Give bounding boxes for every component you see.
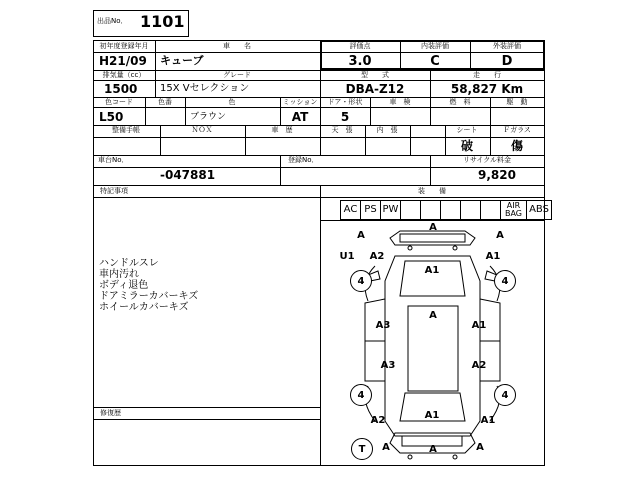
fuel-label: 燃 料 (449, 98, 471, 106)
spare-tire-circle: T (351, 438, 373, 460)
mileage-label: 走 行 (473, 71, 501, 79)
front-glass-value: 傷 (510, 139, 524, 153)
transmission-label: ミッション (282, 98, 318, 106)
lot-number-label: 出品No． (97, 17, 128, 25)
model-code-label: 型 式 (361, 71, 389, 79)
color-label: 色 (228, 98, 236, 106)
equipment-cell (400, 200, 421, 220)
damage-mark-a2-right-rear-door: A2 (471, 360, 487, 371)
damage-mark-a2-rl: A2 (370, 415, 386, 426)
color-code-value: L50 (99, 110, 124, 124)
damage-mark-a-rear-left: A (382, 442, 390, 453)
car-name-value: キューブ (160, 54, 204, 67)
chassis-number-value: -047881 (160, 168, 216, 182)
mileage-value: 58,827 Km (450, 82, 524, 96)
front-glass-label: Ｆガラス (503, 126, 531, 134)
note-line: ドアミラーカバーキズ (99, 291, 199, 302)
damage-mark-front-left-corner: A (357, 230, 365, 241)
inspection-label: 車 検 (389, 98, 411, 106)
grade-value: 15X Vセレクション (160, 83, 250, 94)
exterior-grade-value: D (501, 54, 513, 69)
vehicle-history-label: 車 歴 (271, 126, 293, 134)
color-value: ブラウン (190, 112, 227, 122)
damage-mark-a1-fr: A1 (485, 251, 501, 262)
maintenance-book-label: 整備手帳 (112, 126, 140, 134)
registration-number-label: 登録No． (288, 156, 319, 164)
equipment-cell: ABS (526, 200, 552, 220)
damage-mark-a2-fl: A2 (369, 251, 385, 262)
equipment-label: 装 備 (418, 187, 446, 195)
equipment-cell (420, 200, 441, 220)
special-notes-list (99, 258, 198, 313)
note-line: ボディ退色 (99, 280, 149, 291)
interior-grade-label: 内装評価 (421, 42, 449, 50)
equipment-cell: PW (380, 200, 401, 220)
reg-date-label: 初年度登録年月 (99, 42, 149, 50)
damage-mark-a1-rear-gate: A1 (424, 410, 440, 421)
repair-history-label: 修復歴 (100, 409, 121, 417)
reg-date-value: H21/09 (99, 54, 147, 68)
exterior-grade-label: 外装評価 (493, 42, 521, 50)
damage-mark-a1-rr: A1 (480, 415, 496, 426)
wheel-circle: 4 (494, 384, 516, 406)
drive-label: 駆 動 (506, 98, 528, 106)
nox-label: ＮＯＸ (191, 126, 213, 134)
damage-mark-a-roof: A (429, 310, 437, 321)
note-line: ハンドルスレ (99, 258, 159, 269)
interior-grade-value: C (430, 54, 440, 69)
equipment-cell (480, 200, 501, 220)
equipment-cell: AC (340, 200, 361, 220)
note-line: 車内汚れ (99, 269, 139, 280)
wheel-circle: 4 (350, 384, 372, 406)
damage-mark-a-rear-right: A (476, 442, 484, 453)
damage-mark-a3-left-rear-door: A3 (380, 360, 396, 371)
model-code-value: DBA-Z12 (345, 82, 405, 96)
damage-mark-front-right-corner: A (496, 230, 504, 241)
grade-label: グレード (223, 71, 251, 79)
wheel-circle: 4 (494, 270, 516, 292)
color-number-label: 色番 (158, 98, 172, 106)
equipment-cell: PS (360, 200, 381, 220)
equipment-cell: AIR BAG (500, 200, 527, 220)
door-shape-value: 5 (340, 110, 350, 124)
car-name-label: 車 名 (223, 42, 251, 50)
score-label: 評価点 (349, 42, 371, 50)
note-line: ホイールカバーキズ (99, 302, 189, 313)
special-notes-label: 特記事項 (100, 187, 128, 195)
damage-mark-a-rear-bumper: A (429, 444, 437, 455)
transmission-value: AT (291, 110, 309, 124)
ceiling-label: 天 張 (331, 126, 353, 134)
damage-mark-front-bumper: A (429, 222, 437, 233)
damage-mark-a1-hood: A1 (424, 265, 440, 276)
chassis-number-label: 車台No． (98, 156, 129, 164)
displacement-label: 排気量（cc） (102, 71, 146, 79)
door-shape-label: ドア・形状 (327, 98, 363, 106)
damage-mark-u1: U1 (339, 251, 355, 262)
interior-trim-label: 内 張 (376, 126, 398, 134)
lot-number-value: 1101 (140, 12, 185, 31)
recycle-fee-value: 9,820 (478, 168, 516, 182)
color-code-label: 色コード (105, 98, 133, 106)
equipment-cell (460, 200, 481, 220)
recycle-fee-label: リサイクル料金 (462, 156, 512, 164)
seat-label: シート (456, 126, 478, 134)
damage-mark-a3-left-front-door: A3 (375, 320, 391, 331)
displacement-value: 1500 (104, 82, 138, 96)
equipment-cell (440, 200, 461, 220)
seat-value: 破 (460, 139, 474, 153)
damage-mark-a1-right-front-door: A1 (471, 320, 487, 331)
score-value: 3.0 (348, 54, 372, 69)
wheel-circle: 4 (350, 270, 372, 292)
